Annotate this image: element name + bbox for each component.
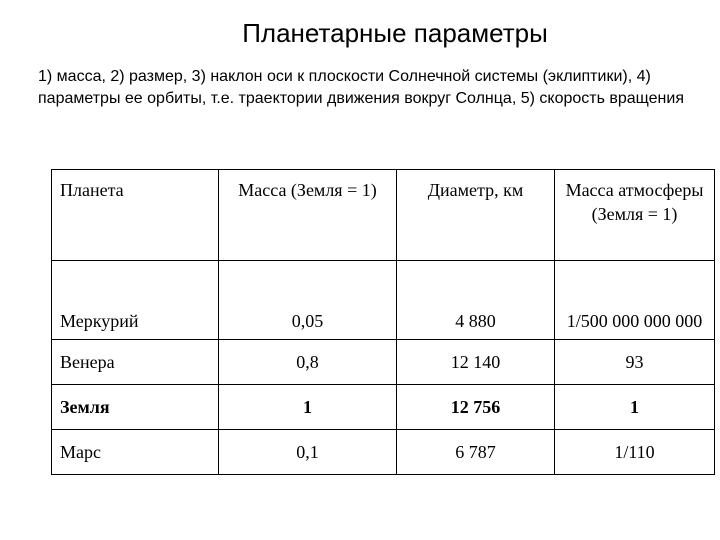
cell-atmosphere-mass: 1/110 [555, 430, 715, 475]
table-row [52, 385, 715, 430]
intro-text: 1) масса, 2) размер, 3) наклон оси к плоскости Солнечной системы (эклиптики), 4) параметры ее орбиты, т.е. траектории движения вокруг Солнца, 5) скорость вращения [38, 68, 684, 107]
header-planet: Планета [52, 170, 219, 261]
page-title: Планетарные параметры [242, 18, 548, 48]
cell-diameter: 12 756 [397, 385, 555, 430]
cell-atmosphere-mass: 1 [555, 385, 715, 430]
cell-mass: 0,8 [219, 340, 397, 385]
cell-diameter: 6 787 [397, 430, 555, 475]
cell-atmosphere-mass: 93 [555, 340, 715, 385]
table-row [52, 430, 715, 475]
cell-planet: Земля [52, 385, 219, 430]
header-diameter: Диаметр, км [397, 170, 555, 261]
cell-mass: 0,1 [219, 430, 397, 475]
table-row [52, 261, 715, 340]
table-header-row [52, 170, 715, 261]
header-atmosphere-mass: Масса атмосферы (Земля = 1) [555, 170, 715, 261]
cell-planet: Венера [52, 340, 219, 385]
cell-atmosphere-mass: 1/500 000 000 000 [555, 261, 715, 340]
cell-planet: Меркурий [52, 261, 219, 340]
header-mass: Масса (Земля = 1) [219, 170, 397, 261]
cell-mass: 0,05 [219, 261, 397, 340]
cell-diameter: 4 880 [397, 261, 555, 340]
cell-diameter: 12 140 [397, 340, 555, 385]
cell-planet: Марс [52, 430, 219, 475]
planet-parameters-table [51, 169, 715, 475]
table-row [52, 340, 715, 385]
cell-mass: 1 [219, 385, 397, 430]
